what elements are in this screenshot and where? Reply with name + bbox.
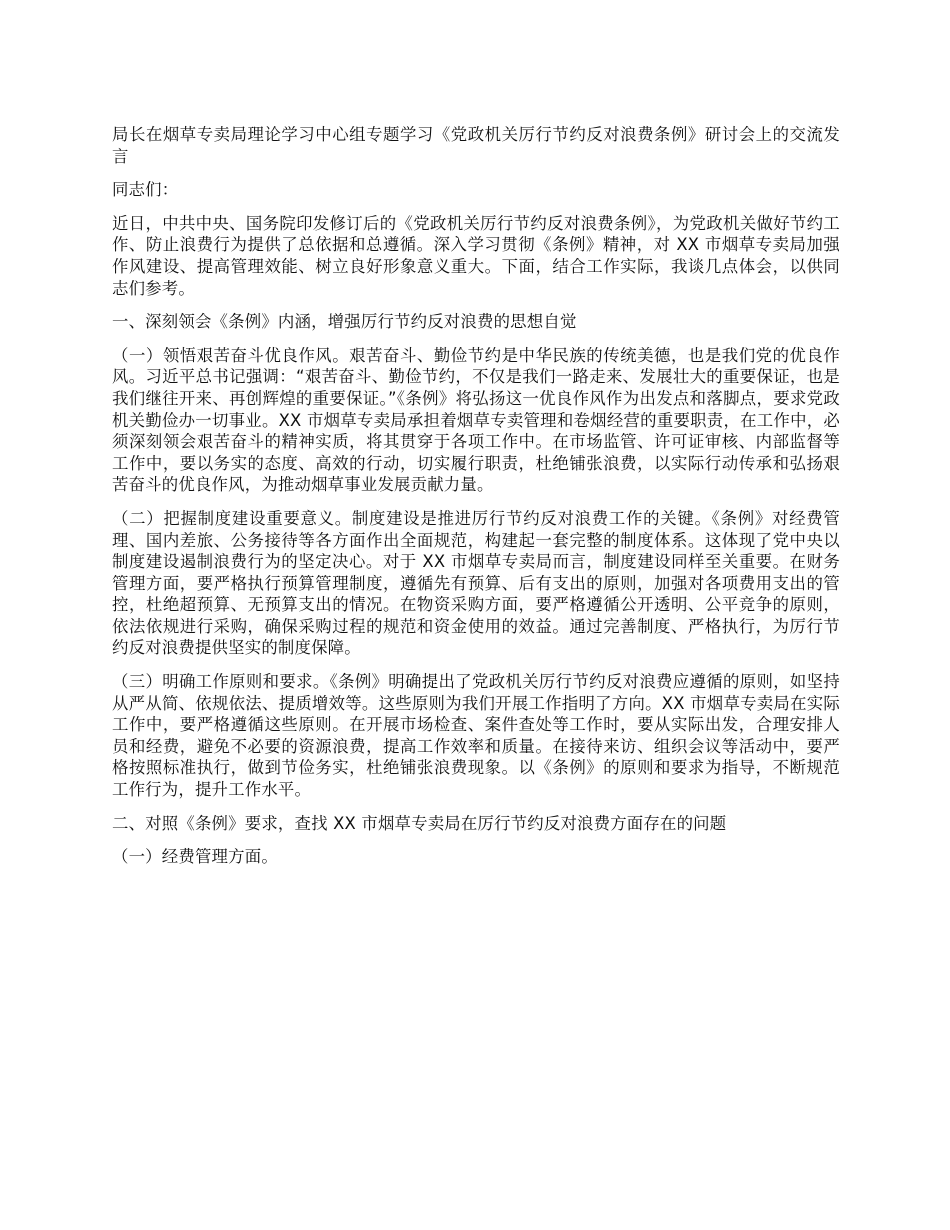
section-heading-2: 二、对照《条例》要求，查找 XX 市烟草专卖局在厉行节约反对浪费方面存在的问题 xyxy=(112,813,727,833)
paragraph-1-1: （一）领悟艰苦奋斗优良作风。艰苦奋斗、勤俭节约是中华民族的传统美德，也是我们党的优良作风。习近平总书记强调：“艰苦奋斗、勤俭节约，不仅是我们一路走来、发展壮大的重要保证，也是我们继往开来、再创辉煌的重要保证。”《条例》将弘扬这一优良作风作为出发点和落脚点，要求党政机关勤俭办一切事业。XX 市烟草专卖局承担着烟草专卖管理和卷烟经营的重要职责，在工作中，必须深刻领会艰苦奋斗的精神实质，将其贯穿于各项工作中。在市场监管、许可证审核、内部监督等工作中，要以务实的态度、高效的行动，切实履行职责，杜绝铺张浪费，以实际行动传承和弘扬艰苦奋斗的优良作风，为推动烟草事业发展贡献力量。 xyxy=(112,345,840,495)
document-title: 局长在烟草专卖局理论学习中心组专题学习《党政机关厉行节约反对浪费条例》研讨会上的交流发言 xyxy=(112,125,840,166)
paragraph-1-2: （二）把握制度建设重要意义。制度建设是推进厉行节约反对浪费工作的关键。《条例》对经费管理、国内差旅、公务接待等各方面作出全面规范，构建起一套完整的制度体系。这体现了党中央以制度建设遏制浪费行为的坚定决心。对于 XX 市烟草专卖局而言，制度建设同样至关重要。在财务管理方面，要严格执行预算管理制度，遵循先有预算、后有支出的原则，加强对各项费用支出的管控，杜绝超预算、无预算支出的情况。在物资采购方面，要严格遵循公开透明、公平竞争的原则，依法依规进行采购，确保采购过程的规范和资金使用的效益。通过完善制度、严格执行，为厉行节约反对浪费提供坚实的制度保障。 xyxy=(112,508,840,658)
salutation: 同志们： xyxy=(112,180,179,200)
paragraph-1-3: （三）明确工作原则和要求。《条例》明确提出了党政机关厉行节约反对浪费应遵循的原则，如坚持从严从简、依规依法、提质增效等。这些原则为我们开展工作指明了方向。XX 市烟草专卖局在实际工作中，要严格遵循这些原则。在开展市场检查、案件查处等工作时，要从实际出发，合理安排人员和经费，避免不必要的资源浪费，提高工作效率和质量。在接待来访、组织会议等活动中，要严格按照标准执行，做到节俭务实，杜绝铺张浪费现象。以《条例》的原则和要求为指导，不断规范工作行为，提升工作水平。 xyxy=(112,672,840,800)
paragraph-2-1: （一）经费管理方面。 xyxy=(112,847,278,867)
intro-paragraph: 近日，中共中央、国务院印发修订后的《党政机关厉行节约反对浪费条例》，为党政机关做好节约工作、防止浪费行为提供了总依据和总遵循。深入学习贯彻《条例》精神，对 XX 市烟草专卖局加强作风建设、提高管理效能、树立良好形象意义重大。下面，结合工作实际，我谈几点体会，以供同志们参考。 xyxy=(112,213,840,298)
document-page xyxy=(112,124,840,880)
section-heading-1: 一、深刻领会《条例》内涵，增强厉行节约反对浪费的思想自觉 xyxy=(112,312,577,332)
